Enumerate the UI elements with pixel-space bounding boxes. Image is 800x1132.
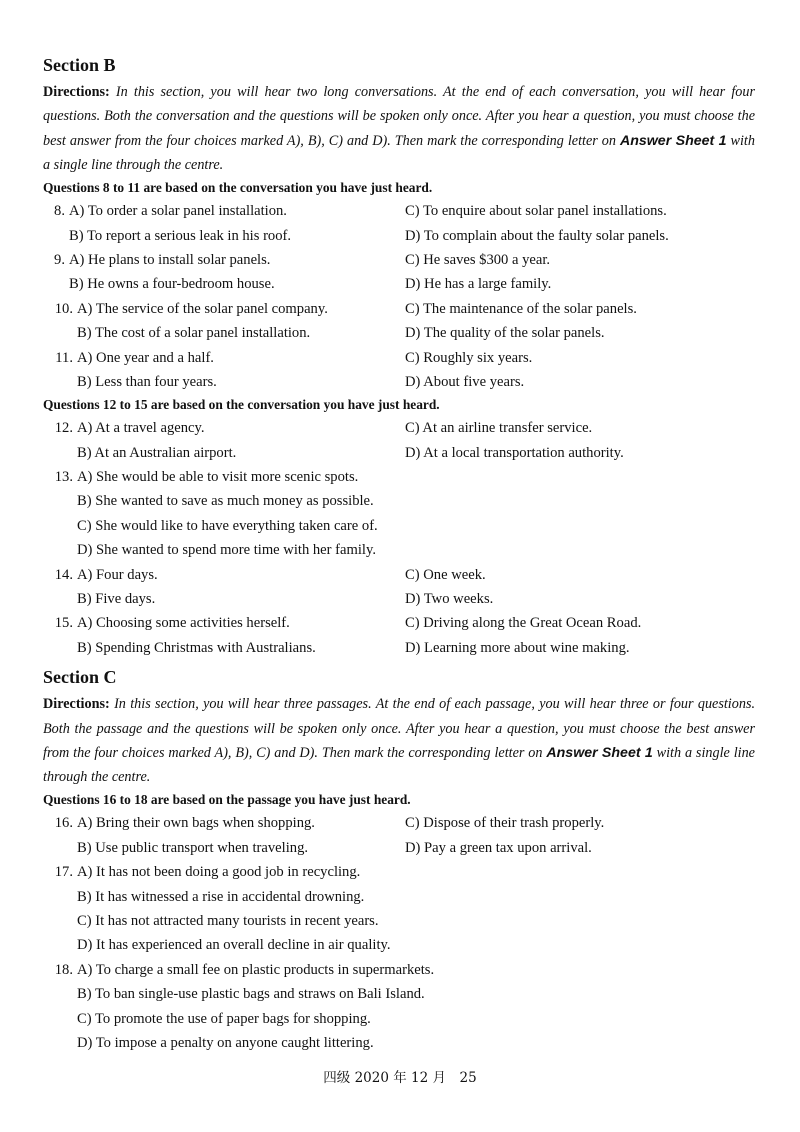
option-b: B) Spending Christmas with Australians. bbox=[77, 639, 316, 656]
question-18-row-1 bbox=[43, 958, 755, 982]
question-15-row-2 bbox=[43, 636, 755, 660]
question-9-row-1 bbox=[43, 248, 755, 272]
option-b: B) She wanted to save as much money as possible. bbox=[77, 493, 374, 510]
option-b: B) The cost of a solar panel installation. bbox=[77, 325, 311, 342]
question-13-row-3 bbox=[43, 514, 755, 538]
option-a: A) She would be able to visit more scenic spots. bbox=[77, 469, 359, 486]
question-group-heading: Questions 12 to 15 are based on the conversation you have just heard. bbox=[43, 397, 440, 413]
question-17-row-3 bbox=[43, 909, 755, 933]
option-d: D) Two weeks. bbox=[405, 591, 494, 608]
option-d: D) About five years. bbox=[405, 373, 525, 390]
option-c: C) She would like to have everything taken care of. bbox=[77, 517, 378, 534]
option-c: C) To enquire about solar panel installations. bbox=[405, 203, 667, 220]
option-b: B) Five days. bbox=[77, 591, 156, 608]
option-c: C) Roughly six years. bbox=[405, 349, 533, 366]
exam-page bbox=[43, 54, 755, 1055]
question-16-row-1 bbox=[43, 811, 755, 835]
option-d: D) Learning more about wine making. bbox=[405, 639, 630, 656]
option-a: A) At a travel agency. bbox=[77, 420, 205, 437]
question-18-row-4 bbox=[43, 1031, 755, 1055]
question-18-row-2 bbox=[43, 982, 755, 1006]
option-d: D) At a local transportation authority. bbox=[405, 444, 624, 461]
question-17-row-1 bbox=[43, 860, 755, 884]
question-14-row-1 bbox=[43, 563, 755, 587]
option-d: D) Pay a green tax upon arrival. bbox=[405, 839, 592, 856]
option-c: C) The maintenance of the solar panels. bbox=[405, 300, 637, 317]
section-b-directions bbox=[43, 80, 755, 177]
question-12-row-1 bbox=[43, 416, 755, 440]
question-8-row-2 bbox=[43, 224, 755, 248]
question-number: 8. bbox=[54, 203, 65, 220]
answer-sheet-label: Answer Sheet 1 bbox=[619, 132, 727, 149]
option-c: C) Dispose of their trash properly. bbox=[405, 815, 605, 832]
directions-label: Directions: bbox=[43, 84, 110, 100]
question-8-row-1 bbox=[43, 199, 755, 223]
directions-text: In this section, you will hear three passages. At the end of each passage, you will hear three or four questions. Both the passage and the questions will be spoken only once. After you hear a question, you must choose the best answer from the four choices marked A), B), C) and D). Then mark the corresponding letter on bbox=[43, 696, 756, 761]
question-16-row-2 bbox=[43, 836, 755, 860]
question-13-row-4 bbox=[43, 538, 755, 562]
page-footer: 四级 2020 年 12 月 25 bbox=[323, 1070, 477, 1086]
option-a: A) To order a solar panel installation. bbox=[69, 203, 287, 220]
option-a: A) Four days. bbox=[77, 566, 158, 583]
option-c: C) He saves $300 a year. bbox=[405, 251, 551, 268]
question-11-row-1 bbox=[43, 346, 755, 370]
option-a: A) It has not been doing a good job in recycling. bbox=[77, 864, 361, 881]
option-c: C) At an airline transfer service. bbox=[405, 420, 593, 437]
option-a: A) To charge a small fee on plastic products in supermarkets. bbox=[77, 961, 435, 978]
question-17-row-4 bbox=[43, 933, 755, 957]
option-d: D) It has experienced an overall decline in air quality. bbox=[77, 937, 391, 954]
question-11-row-2 bbox=[43, 370, 755, 394]
question-group-heading: Questions 16 to 18 are based on the passage you have just heard. bbox=[43, 792, 411, 808]
option-b: B) It has witnessed a rise in accidental drowning. bbox=[77, 888, 365, 905]
option-d: D) To impose a penalty on anyone caught littering. bbox=[77, 1034, 374, 1051]
question-10-row-1 bbox=[43, 297, 755, 321]
question-9-row-2 bbox=[43, 272, 755, 296]
question-number: 13. bbox=[54, 469, 73, 486]
section-c-directions bbox=[43, 692, 755, 789]
question-number: 14. bbox=[54, 566, 73, 583]
option-d: D) The quality of the solar panels. bbox=[405, 325, 605, 342]
directions-label: Directions: bbox=[43, 696, 110, 713]
option-c: C) It has not attracted many tourists in recent years. bbox=[77, 912, 379, 929]
option-d: D) He has a large family. bbox=[405, 276, 552, 293]
option-c: C) Driving along the Great Ocean Road. bbox=[405, 615, 642, 632]
option-b: B) Use public transport when traveling. bbox=[77, 839, 309, 856]
question-number: 10. bbox=[54, 300, 73, 317]
option-a: A) Bring their own bags when shopping. bbox=[77, 815, 315, 832]
option-a: A) He plans to install solar panels. bbox=[69, 251, 271, 268]
question-18-row-3 bbox=[43, 1007, 755, 1031]
question-14-row-2 bbox=[43, 587, 755, 611]
section-c-title: Section C bbox=[43, 667, 117, 688]
question-number: 9. bbox=[54, 251, 65, 268]
question-17-row-2 bbox=[43, 885, 755, 909]
directions-text-end: with a single line through the centre. bbox=[43, 132, 755, 173]
option-c: C) One week. bbox=[405, 566, 486, 583]
question-number: 11. bbox=[55, 349, 73, 366]
question-group-heading: Questions 8 to 11 are based on the conversation you have just heard. bbox=[43, 180, 433, 196]
option-d: D) To complain about the faulty solar panels. bbox=[405, 227, 669, 244]
question-10-row-2 bbox=[43, 321, 755, 345]
answer-sheet-label: Answer Sheet 1 bbox=[546, 744, 653, 761]
question-13-row-1 bbox=[43, 465, 755, 489]
section-b-title: Section B bbox=[43, 55, 116, 75]
option-a: A) One year and a half. bbox=[77, 349, 214, 366]
directions-text-end: with a single line through the centre. bbox=[43, 744, 755, 786]
question-15-row-1 bbox=[43, 611, 755, 635]
question-number: 12. bbox=[54, 420, 73, 437]
question-number: 18. bbox=[54, 961, 73, 978]
question-12-row-2 bbox=[43, 441, 755, 465]
option-b: B) Less than four years. bbox=[77, 373, 217, 390]
option-b: B) At an Australian airport. bbox=[77, 444, 237, 461]
option-d: D) She wanted to spend more time with her family. bbox=[77, 542, 376, 559]
directions-text: In this section, you will hear two long conversations. At the end of each conversation, you will hear four questions. Both the conversation and the questions will be spoken only once. After you hear a question, you must choose the best answer from the four choices marked A), B), C) and D). Then mark the corresponding letter on bbox=[43, 84, 756, 149]
option-b: B) To report a serious leak in his roof. bbox=[69, 227, 292, 244]
question-13-row-2 bbox=[43, 489, 755, 513]
option-b: B) To ban single-use plastic bags and straws on Bali Island. bbox=[77, 986, 425, 1003]
option-b: B) He owns a four-bedroom house. bbox=[69, 276, 275, 293]
question-number: 16. bbox=[54, 815, 73, 832]
question-number: 17. bbox=[54, 864, 73, 881]
option-a: A) The service of the solar panel company. bbox=[77, 300, 328, 317]
question-number: 15. bbox=[54, 615, 73, 632]
option-a: A) Choosing some activities herself. bbox=[77, 615, 290, 632]
option-c: C) To promote the use of paper bags for shopping. bbox=[77, 1010, 371, 1027]
